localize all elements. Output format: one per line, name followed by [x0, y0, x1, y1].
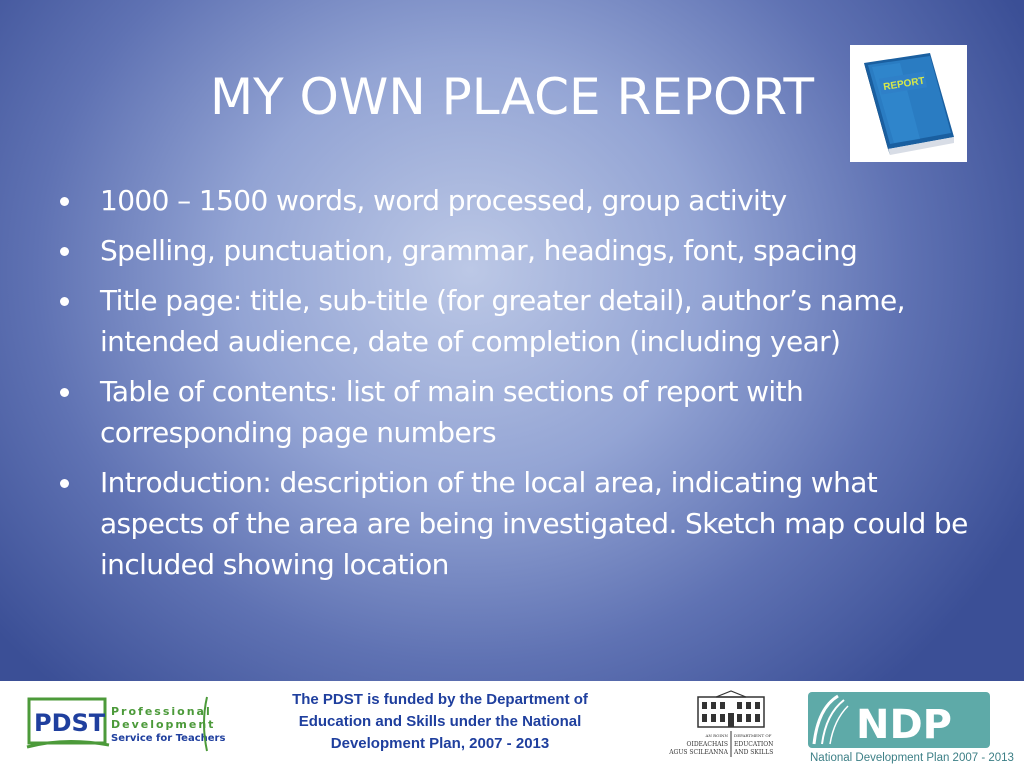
slide-title: MY OWN PLACE REPORT: [209, 68, 815, 126]
funding-statement: [255, 689, 625, 755]
dept-left-line1: AN ROINN: [705, 733, 728, 738]
bullet-text: Table of contents: list of main sections of report with corresponding page numbers: [100, 375, 804, 449]
dept-right-line2: EDUCATION: [734, 741, 774, 748]
report-book-image: [850, 45, 967, 162]
bullet-dot-icon: [60, 197, 69, 206]
bullet-text: Introduction: description of the local area, indicating what aspects of the area are being investigated. Sketch map could be included showing location: [100, 466, 968, 581]
bullet-item: [60, 280, 980, 362]
bullet-dot-icon: [60, 479, 69, 488]
bullet-item: [60, 462, 980, 585]
department-of-education-logo: [669, 691, 786, 759]
bullet-item: [60, 230, 980, 271]
funding-line: The PDST is funded by the Department of: [292, 691, 588, 708]
ndp-logo: [808, 688, 1014, 764]
ndp-abbr: NDP: [856, 702, 952, 748]
funding-line: Education and Skills under the National: [298, 713, 582, 730]
bullet-dot-icon: [60, 388, 69, 397]
pdst-line2: Development: [111, 718, 216, 731]
bullet-item: [60, 371, 980, 453]
funding-line: Development Plan, 2007 - 2013: [330, 735, 550, 752]
pdst-line1: Professional: [111, 705, 212, 718]
report-book-icon: [850, 45, 967, 162]
bullet-text: Spelling, punctuation, grammar, headings, font, spacing: [100, 234, 858, 267]
dept-left-line2: OIDEACHAIS: [686, 741, 728, 748]
bullet-item: [60, 180, 980, 221]
bullet-text: Title page: title, sub-title (for greater detail), author’s name, intended audience, date of completion (including year): [100, 284, 905, 358]
ndp-caption: National Development Plan 2007 - 2013: [810, 752, 1014, 764]
pdst-logo: [25, 693, 226, 755]
dept-left-line3: AGUS SCILEANNA: [669, 749, 728, 756]
bullet-text: 1000 – 1500 words, word processed, group activity: [100, 184, 787, 217]
report-book-label: REPORT: [882, 75, 926, 94]
bullet-dot-icon: [60, 297, 69, 306]
dept-right-line1: DEPARTMENT OF: [734, 733, 772, 738]
pdst-abbr: PDST: [34, 709, 106, 737]
bullet-list: [60, 180, 980, 594]
footer: [0, 681, 1024, 768]
bullet-dot-icon: [60, 247, 69, 256]
dept-right-line3: AND SKILLS: [734, 749, 774, 756]
pdst-line3: Service for Teachers: [111, 733, 226, 744]
